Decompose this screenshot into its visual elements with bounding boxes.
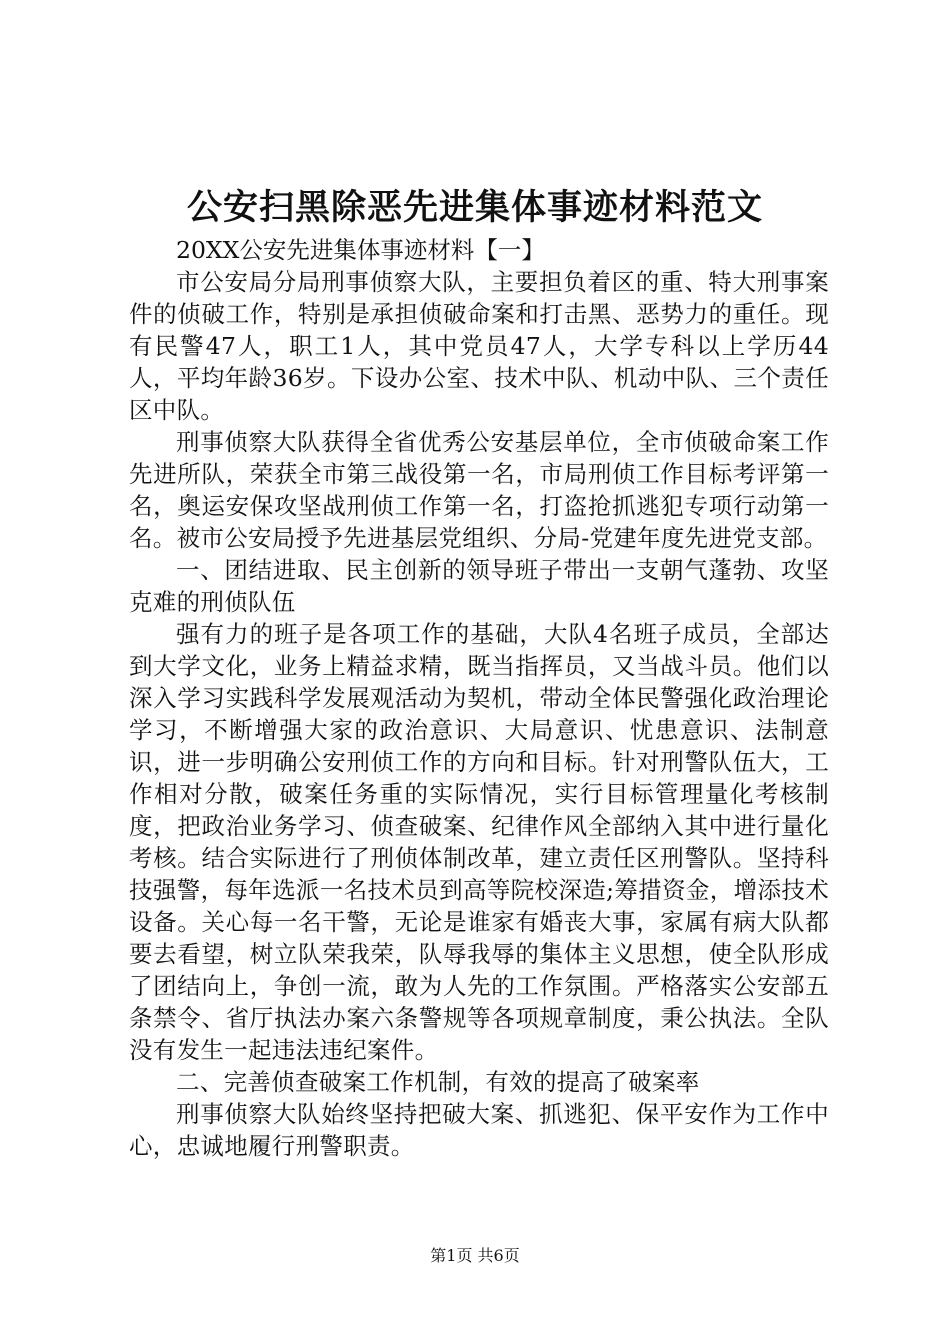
document-title: 公安扫黑除恶先进集体事迹材料范文	[186, 187, 763, 228]
heading-section-one: 一、团结进取、民主创新的领导班子带出一支朝气蓬勃、攻坚克难的刑侦队伍	[129, 556, 829, 616]
paragraph-honors: 刑事侦察大队获得全省优秀公安基层单位，全市侦破命案工作先进所队，荣获全市第三战役第一名，市局刑侦工作目标考评第一名，奥运安保攻坚战刑侦工作第一名，打盗抢抓逃犯专项行动第一名。被市公安局授予先进基层党组织、分局-党建年度先进党支部。	[129, 428, 829, 552]
paragraph-mechanism: 刑事侦察大队始终坚持把破大案、抓逃犯、保平安作为工作中心，忠诚地履行刑警职责。	[129, 1100, 829, 1160]
heading-section-two: 二、完善侦查破案工作机制，有效的提高了破案率	[176, 1068, 700, 1096]
paragraph-intro: 市公安局分局刑事侦察大队，主要担负着区的重、特大刑事案件的侦破工作，特别是承担侦破命案和打击黑、恶势力的重任。现有民警47人，职工1人，其中党员47人，大学专科以上学历44人，平均年龄36岁。下设办公室、技术中队、机动中队、三个责任区中队。	[129, 268, 829, 424]
paragraph-leadership: 强有力的班子是各项工作的基础，大队4名班子成员，全部达到大学文化，业务上精益求精，既当指挥员，又当战斗员。他们以深入学习实践科学发展观活动为契机，带动全体民警强化政治理论学习，不断增强大家的政治意识、大局意识、忧患意识、法制意识，进一步明确公安刑侦工作的方向和目标。针对刑警队伍大，工作相对分散，破案任务重的实际情况，实行目标管理量化考核制度，把政治业务学习、侦查破案、纪律作风全部纳入其中进行量化考核。结合实际进行了刑侦体制改革，建立责任区刑警队。坚持科技强警，每年选派一名技术员到高等院校深造;筹措资金，增添技术设备。关心每一名干警，无论是谁家有婚丧大事，家属有病大队都要去看望，树立队荣我荣，队辱我辱的集体主义思想，使全队形成了团结向上，争创一流，敢为人先的工作氛围。严格落实公安部五条禁令、省厅执法办案六条警规等各项规章制度，秉公执法。全队没有发生一起违法违纪案件。	[129, 620, 829, 1064]
document-body	[129, 234, 829, 1162]
section-subtitle: 20XX公安先进集体事迹材料【一】	[176, 236, 545, 264]
page-footer: 第1页 共6页	[430, 1246, 520, 1265]
